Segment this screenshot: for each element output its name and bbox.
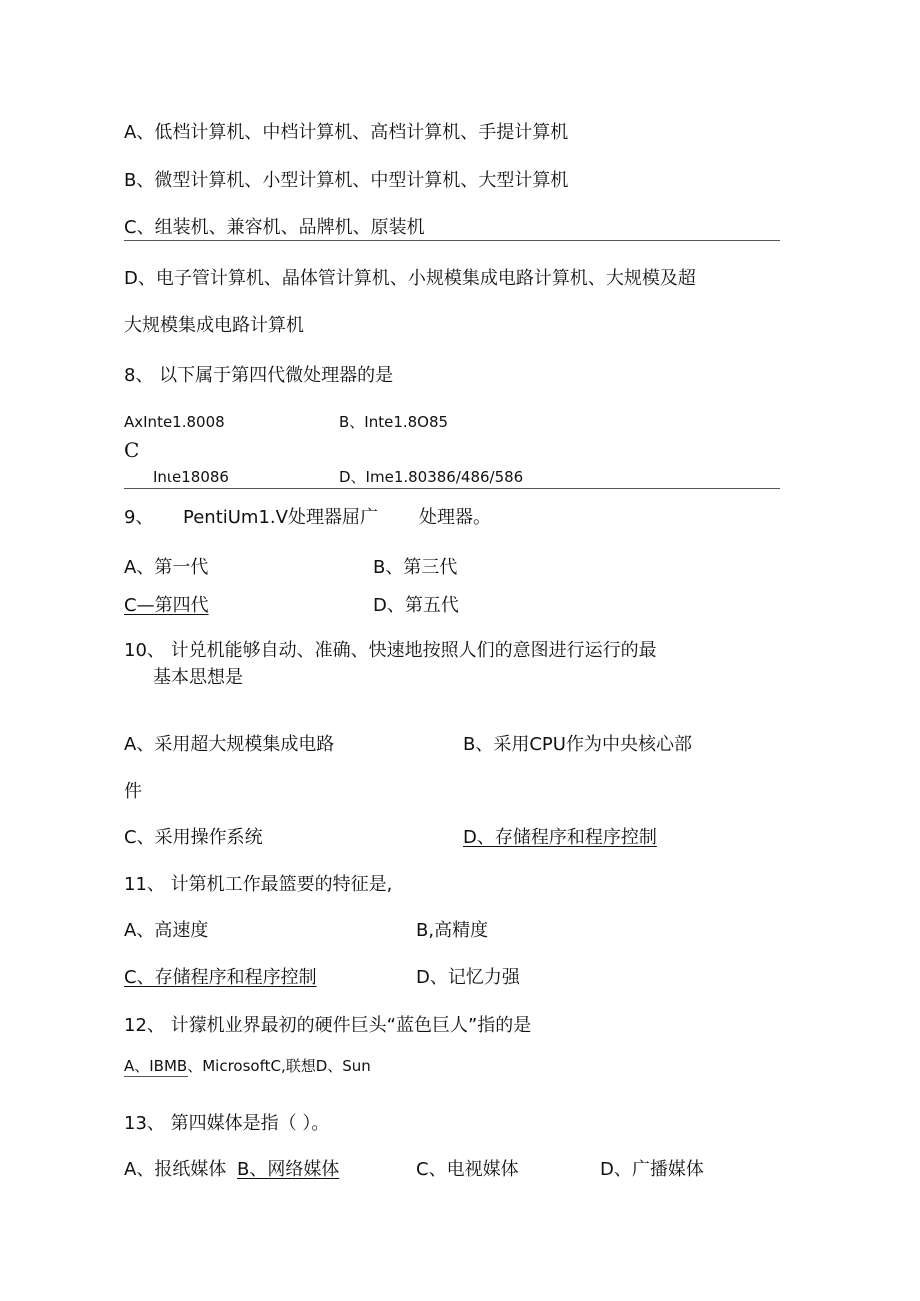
q10-option-c: C、采用操作系统 [124, 827, 263, 848]
q7-option-d: D、电子管计算机、晶体管计算机、小规模集成电路计算机、大规模及超 [124, 268, 696, 289]
q13-option-a: A、报纸媒体 [124, 1159, 227, 1180]
q12-question: 12、 计獴机业界最初的硬件巨头“蓝色巨人”指的是 [124, 1015, 532, 1036]
q10-option-b: B、采用CPU作为中央核心部 [463, 734, 692, 755]
answer-underline [124, 1076, 188, 1077]
q8-option-d: D、Ime1.80386/486/586 [339, 468, 524, 486]
q11-option-d: D、记忆力强 [416, 967, 520, 988]
q8-option-c: Inιe18086 [153, 468, 229, 486]
q8-question: 8、 以下属于第四代微处理器的是 [124, 365, 394, 386]
q8-option-c-letter: C [124, 438, 140, 462]
q7-option-c: C、组装机、兼容机、品牌机、原装机 [124, 217, 425, 238]
q10-option-b-continued: 件 [124, 781, 142, 802]
q11-option-c: C、存储程序和程序控制 [124, 967, 317, 988]
q13-option-c: C、电视媒体 [416, 1159, 519, 1180]
q9-option-c: C—第四代 [124, 595, 209, 616]
q13-option-d: D、广播媒体 [600, 1159, 704, 1180]
q8-option-b: B、Inte1.8O85 [339, 413, 449, 431]
q11-option-a: A、高速度 [124, 920, 209, 941]
q13-question: 13、 第四媒体是指（ ）。 [124, 1113, 330, 1134]
divider-line [124, 488, 780, 489]
q13-option-b: B、网络媒体 [237, 1159, 340, 1180]
q10-question-line2: 基本思想是 [153, 667, 243, 688]
q9-option-a: A、第一代 [124, 557, 209, 578]
q11-option-b: B,高精度 [416, 920, 489, 941]
q9-question-part2: 处理器。 [419, 507, 491, 528]
q7-option-d-continued: 大规模集成电路计算机 [124, 315, 304, 336]
q10-question-line1: 10、 计兑机能够自动、准确、快速地按照人们的意图进行运行的最 [124, 640, 657, 661]
divider-line [124, 240, 780, 241]
q9-number: 9、 [124, 507, 154, 528]
q10-option-a: A、采用超大规模集成电路 [124, 734, 335, 755]
q9-option-b: B、第三代 [373, 557, 458, 578]
q11-question: 11、 计第机工作最篮要的特征是, [124, 874, 393, 895]
q12-options: A、IBMB、MicrosoftC,联想D、Sun [124, 1057, 371, 1075]
q7-option-b: B、微型计算机、小型计算机、中型计算机、大型计算机 [124, 170, 569, 191]
q9-question-part1: PentiUm1.V处理器屈广 [183, 507, 378, 528]
q8-option-a: AxInte1.8008 [124, 413, 225, 431]
q9-option-d: D、第五代 [373, 595, 459, 616]
q10-option-d: D、存储程序和程序控制 [463, 827, 657, 848]
q7-option-a: A、低档计算机、中档计算机、高档计算机、手提计算机 [124, 122, 569, 143]
